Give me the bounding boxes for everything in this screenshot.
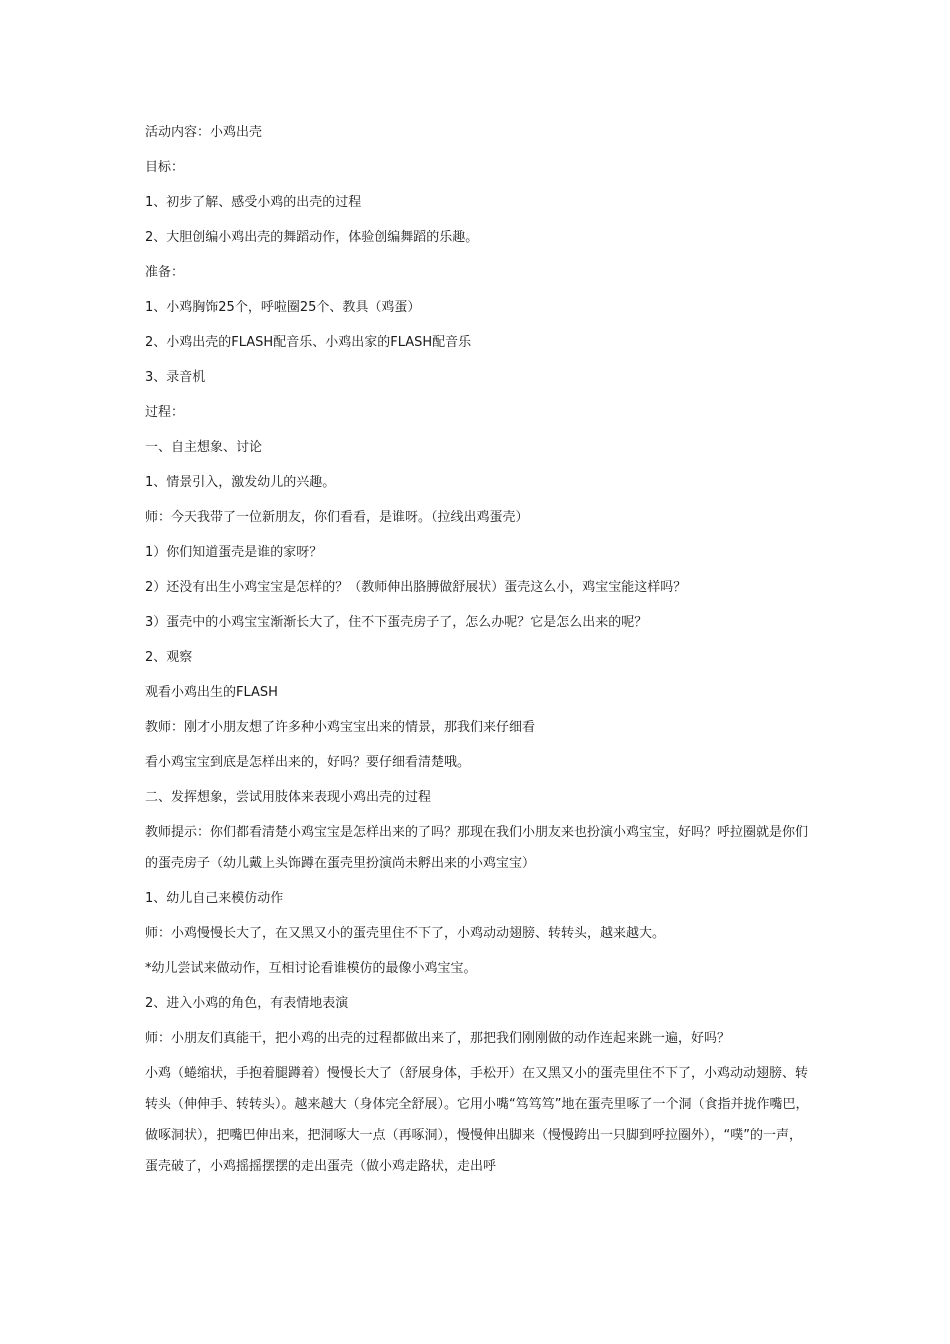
process-paragraph: 师：小鸡慢慢长大了，在又黑又小的蛋壳里住不下了，小鸡动动翅膀、转转头，越来越大。 [145, 926, 666, 941]
process-paragraph: 2）还没有出生小鸡宝宝是怎样的？（教师伸出胳膊做舒展状）蛋壳这么小，鸡宝宝能这样吗？ [145, 580, 687, 595]
process-step-heading-1: 一、自主想象、讨论 [145, 440, 263, 455]
process-paragraph: 2、观察 [145, 650, 193, 665]
preparation-item-3: 3、录音机 [145, 370, 206, 385]
section-heading-process: 过程： [145, 405, 185, 420]
process-paragraph: 看小鸡宝宝到底是怎样出来的，好吗？要仔细看清楚哦。 [145, 755, 471, 770]
goal-item-1: 1、初步了解、感受小鸡的出壳的过程 [145, 195, 362, 210]
process-step-heading-2: 二、发挥想象，尝试用肢体来表现小鸡出壳的过程 [145, 790, 432, 805]
activity-title: 活动内容：小鸡出壳 [145, 125, 263, 140]
process-paragraph: 1、幼儿自己来模仿动作 [145, 891, 284, 906]
process-paragraph: 1、情景引入，激发幼儿的兴趣。 [145, 475, 336, 490]
process-paragraph: *幼儿尝试来做动作，互相讨论看谁模仿的最像小鸡宝宝。 [145, 961, 477, 976]
process-paragraph: 3）蛋壳中的小鸡宝宝渐渐长大了，住不下蛋壳房子了，怎么办呢？它是怎么出来的呢？ [145, 615, 648, 630]
preparation-item-2: 2、小鸡出壳的FLASH配音乐、小鸡出家的FLASH配音乐 [145, 335, 472, 350]
process-paragraph: 1）你们知道蛋壳是谁的家呀？ [145, 545, 323, 560]
process-paragraph: 师：小朋友们真能干，把小鸡的出壳的过程都做出来了，那把我们刚刚做的动作连起来跳一遍，好吗？ [145, 1031, 731, 1046]
section-heading-preparation: 准备： [145, 265, 185, 280]
process-paragraph: 观看小鸡出生的FLASH [145, 685, 278, 700]
process-paragraph: 教师：刚才小朋友想了许多种小鸡宝宝出来的情景，那我们来仔细看 [145, 720, 536, 735]
goal-item-2: 2、大胆创编小鸡出壳的舞蹈动作，体验创编舞蹈的乐趣。 [145, 230, 479, 245]
document-body [145, 124, 810, 1193]
preparation-item-1: 1、小鸡胸饰25个，呼啦圈25个、教具（鸡蛋） [145, 300, 421, 315]
process-paragraph: 师：今天我带了一位新朋友，你们看看，是谁呀。（拉线出鸡蛋壳） [145, 510, 529, 525]
process-paragraph: 小鸡（蜷缩状，手抱着腿蹲着）慢慢长大了（舒展身体，手松开）在又黑又小的蛋壳里住不下了，小鸡动动翅膀、转转头（伸伸手、转转头）。越来越大（身体完全舒展）。它用小嘴“笃笃笃”地在蛋壳里啄了一个洞（食指并拢作嘴巴，做啄洞状），把嘴巴伸出来，把洞啄大一点（再啄洞），慢慢伸出脚来（慢慢跨出一只脚到呼拉圈外），“噗”的一声，蛋壳破了，小鸡摇摇摆摆的走出蛋壳（做小鸡走路状，走出呼 [145, 1066, 809, 1174]
process-paragraph: 2、进入小鸡的角色，有表情地表演 [145, 996, 349, 1011]
process-paragraph: 教师提示：你们都看清楚小鸡宝宝是怎样出来的了吗？那现在我们小朋友来也扮演小鸡宝宝，好吗？呼拉圈就是你们的蛋壳房子（幼儿戴上头饰蹲在蛋壳里扮演尚未孵出来的小鸡宝宝） [145, 825, 809, 871]
section-heading-goals: 目标： [145, 160, 185, 175]
